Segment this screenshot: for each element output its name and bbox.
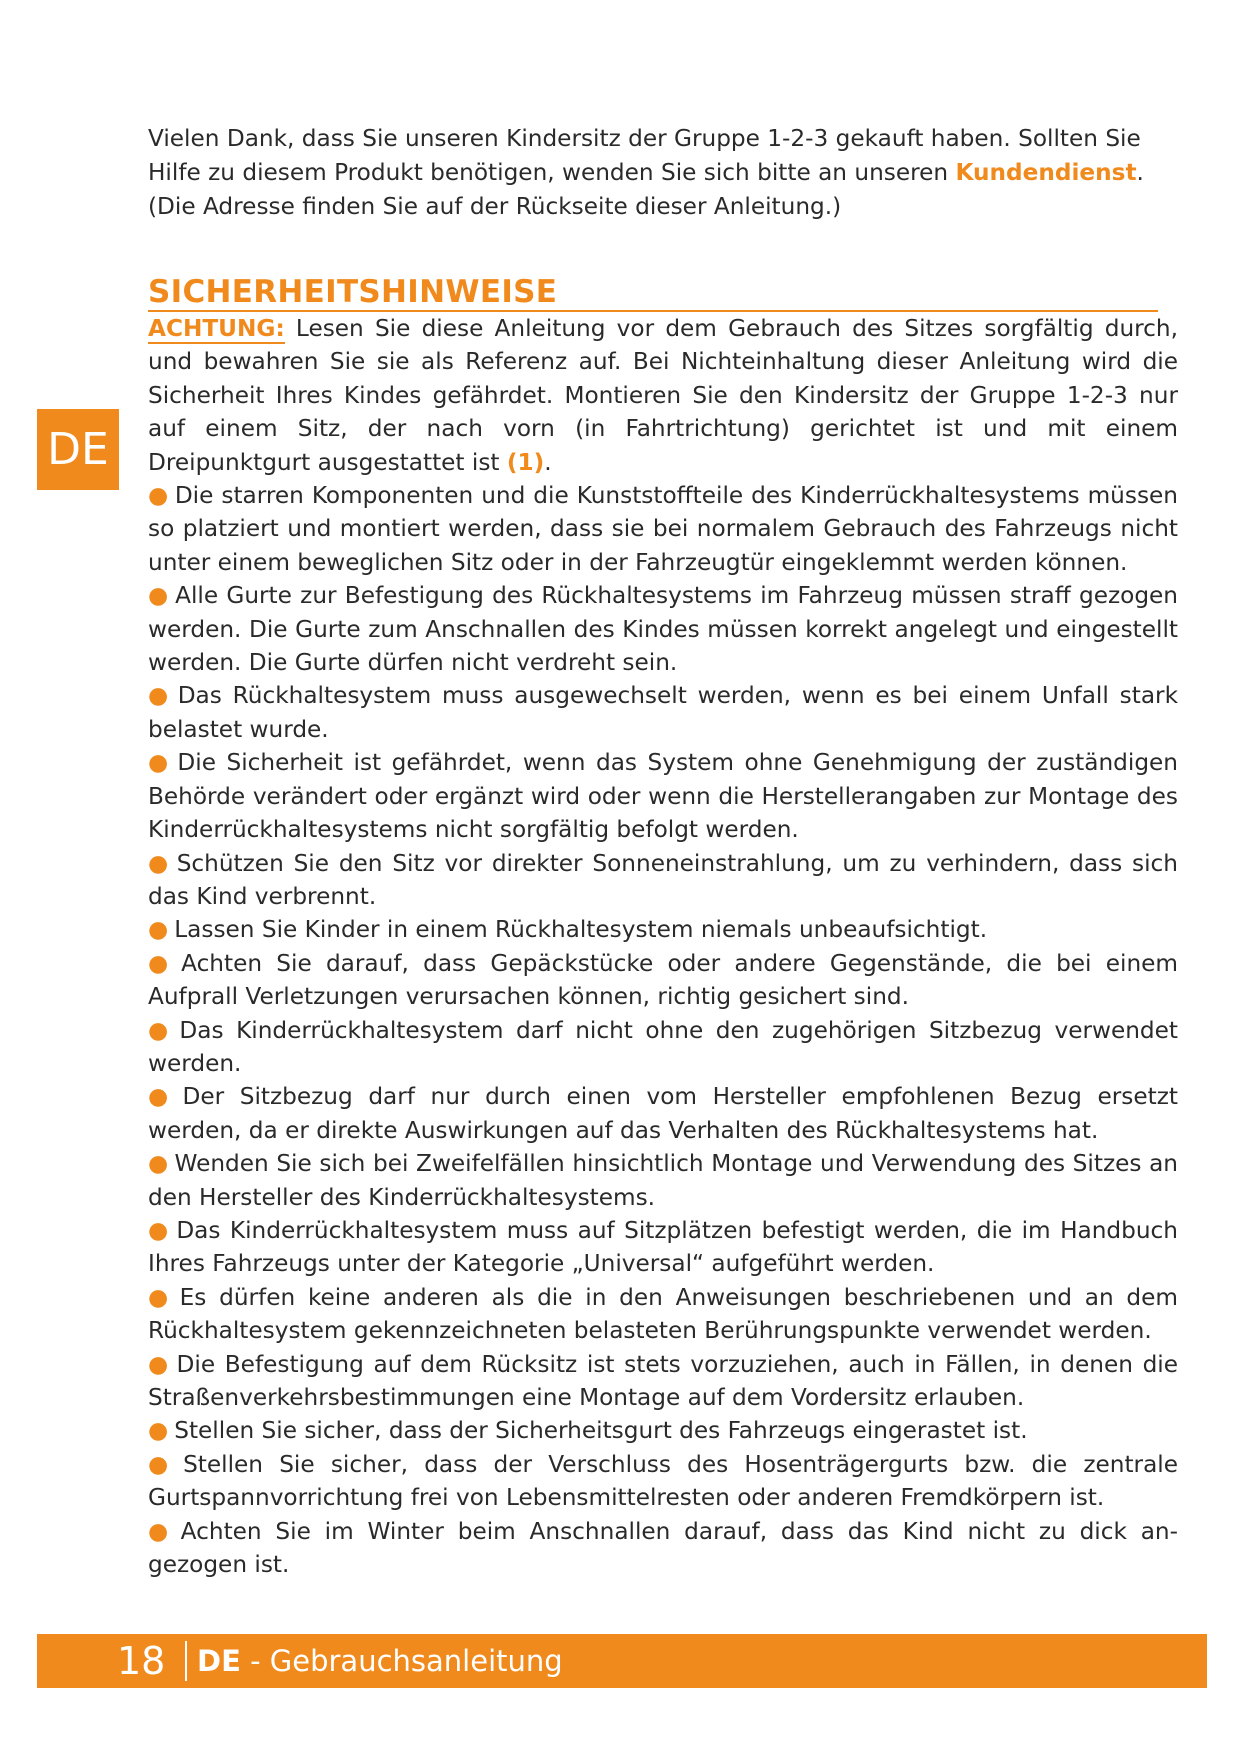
list-item <box>148 1214 1178 1281</box>
footer-title <box>197 1634 563 1688</box>
list-item-text: Das Kinderrückhaltesystem muss auf Sitzplätzen befestigt werden, die im Handbuch Ihres Fahrzeugs unter der Kategorie „Universal“ aufgeführt werden. <box>148 1216 1178 1278</box>
bullet-icon: ● <box>148 916 169 944</box>
intro-paragraph <box>148 122 1178 224</box>
list-item-text: Alle Gurte zur Befestigung des Rückhaltesystems im Fahrzeug müssen straff gezogen werden. Die Gurte zum Anschnallen des Kindes müssen korrekt angelegt und eingestellt werden. Die Gurte dürfen nicht verdreht sein. <box>148 582 1179 677</box>
list-item-text: Die starren Komponenten und die Kunststoffteile des Kinderrückhaltesystems müssen so platziert und montiert werden, dass sie bei normalem Gebrauch des Fahrzeugs nicht unter einem beweglichen Sitz oder in der Fahrzeugtür eingeklemmt werden können. <box>148 482 1178 576</box>
bullet-icon: ● <box>148 749 172 777</box>
bullet-icon: ● <box>148 1350 171 1378</box>
warning-label: ACHTUNG: <box>148 315 285 342</box>
list-item-text: Die Befestigung auf dem Rücksitz ist stets vorzuziehen, auch in Fällen, in denen die Straßenverkehrsbestimmungen eine Montage auf dem Vordersitz erlauben. <box>148 1350 1178 1411</box>
list-item <box>148 1515 1178 1582</box>
list-item <box>148 913 1178 946</box>
list-item <box>148 1147 1178 1214</box>
list-item <box>148 847 1178 914</box>
bullet-icon: ● <box>148 1517 175 1545</box>
warning-text: Lesen Sie diese Anleitung vor dem Gebrauch des Sitzes sorgfältig durch, und bewahren Sie sie als Referenz auf. Bei Nichteinhaltung dieser Anleitung wird die Sicherheit Ihres Kindes gefährdet. Montieren Sie den Kindersitz der Gruppe 1-2-3 nur auf einem Sitz, der nach vorn (in Fahrtrichtung) gerichtet ist und mit einem Dreipunktgurt ausgestattet ist <box>148 315 1178 476</box>
section-title: SICHERHEITSHINWEISE <box>148 274 558 310</box>
bullet-icon: ● <box>148 1150 169 1178</box>
list-item-text: Das Rückhaltesystem muss ausgewechselt werden, wenn es bei einem Unfall stark belastet wurde. <box>148 682 1178 743</box>
list-item <box>148 1281 1178 1348</box>
intro-text-end: . (Die Adresse finden Sie auf der Rückseite dieser Anleitung.) <box>148 159 1144 220</box>
footer-divider <box>185 1641 187 1681</box>
customer-service-link[interactable]: Kundendienst <box>955 159 1137 186</box>
page-number: 18 <box>117 1639 166 1683</box>
list-item-text: Stellen Sie sicher, dass der Verschluss des Hosenträgergurts bzw. die zentrale Gurtspannvorrichtung frei von Lebensmittelresten oder anderen Fremdkörpern ist. <box>148 1450 1178 1512</box>
list-item <box>148 1348 1178 1415</box>
bullet-icon: ● <box>148 949 176 977</box>
list-item-text: Das Kinderrückhaltesystem darf nicht ohne den zugehörigen Sitzbezug verwendet werden. <box>148 1016 1178 1077</box>
warning-end: . <box>544 448 552 476</box>
safety-bullet-list <box>148 479 1178 1581</box>
list-item-text: Lassen Sie Kinder in einem Rückhaltesystem niemals unbeaufsichtigt. <box>174 916 988 944</box>
list-item <box>148 1448 1178 1515</box>
list-item-text: Stellen Sie sicher, dass der Sicherheitsgurt des Fahrzeugs eingerastet ist. <box>174 1417 1028 1445</box>
figure-reference: (1) <box>506 448 545 476</box>
bullet-icon: ● <box>148 1283 174 1311</box>
list-item-text: Achten Sie im Winter beim Anschnallen darauf, dass das Kind nicht zu dick angezogen ist. <box>148 1517 1178 1579</box>
bullet-icon: ● <box>148 682 172 710</box>
list-item-text: Schützen Sie den Sitz vor direkter Sonneneinstrahlung, um zu verhindern, dass sich das Kind verbrennt. <box>148 849 1179 910</box>
warning-paragraph <box>148 312 1178 479</box>
language-tab <box>37 409 119 490</box>
list-item-text: Der Sitzbezug darf nur durch einen vom Hersteller empfohlenen Bezug ersetzt werden, da er direkte Auswirkungen auf das Verhalten des Rückhaltesystems hat. <box>148 1083 1179 1144</box>
footer-title-text: - Gebrauchsanleitung <box>240 1644 563 1678</box>
list-item <box>148 679 1178 746</box>
list-item <box>148 1414 1178 1447</box>
list-item-text: Es dürfen keine anderen als die in den Anweisungen beschriebenen und an dem Rückhaltesystem gekennzeichneten belasteten Berührungspunkte verwendet werden. <box>148 1283 1178 1345</box>
list-item-text: Wenden Sie sich bei Zweifelfällen hinsichtlich Montage und Verwendung des Sitzes an den Hersteller des Kinderrückhaltesystems. <box>148 1150 1178 1211</box>
list-item <box>148 579 1178 679</box>
bullet-icon: ● <box>148 582 170 610</box>
bullet-icon: ● <box>148 1450 178 1478</box>
bullet-icon: ● <box>148 1083 177 1111</box>
bullet-icon: ● <box>148 482 169 510</box>
bullet-icon: ● <box>148 1417 169 1445</box>
bullet-icon: ● <box>148 1216 171 1244</box>
list-item <box>148 479 1178 579</box>
bullet-icon: ● <box>148 849 171 877</box>
footer-bar <box>37 1634 1207 1688</box>
list-item-text: Die Sicherheit ist gefährdet, wenn das System ohne Genehmigung der zuständigen Behörde verändert oder ergänzt wird oder wenn die Herstellerangaben zur Montage des Kinderrückhaltesystems nicht sorgfältig befolgt werden. <box>148 749 1179 844</box>
list-item-text: Achten Sie darauf, dass Gepäckstücke oder andere Gegenstände, die bei einem Aufprall Verletzungen verursachen können, richtig gesichert sind. <box>148 949 1178 1011</box>
list-item <box>148 947 1178 1014</box>
intro-text: Vielen Dank, dass Sie unseren Kindersitz der Gruppe 1-2-3 gekauft haben. Sollten Sie Hilfe zu diesem Produkt benötigen, wenden Sie sich bitte an unseren <box>148 125 1141 186</box>
footer-lang: DE <box>197 1644 241 1678</box>
list-item <box>148 1014 1178 1081</box>
page-content <box>148 122 1178 1581</box>
list-item <box>148 746 1178 846</box>
list-item <box>148 1080 1178 1147</box>
bullet-icon: ● <box>148 1016 174 1044</box>
language-tab-label: DE <box>47 424 109 475</box>
